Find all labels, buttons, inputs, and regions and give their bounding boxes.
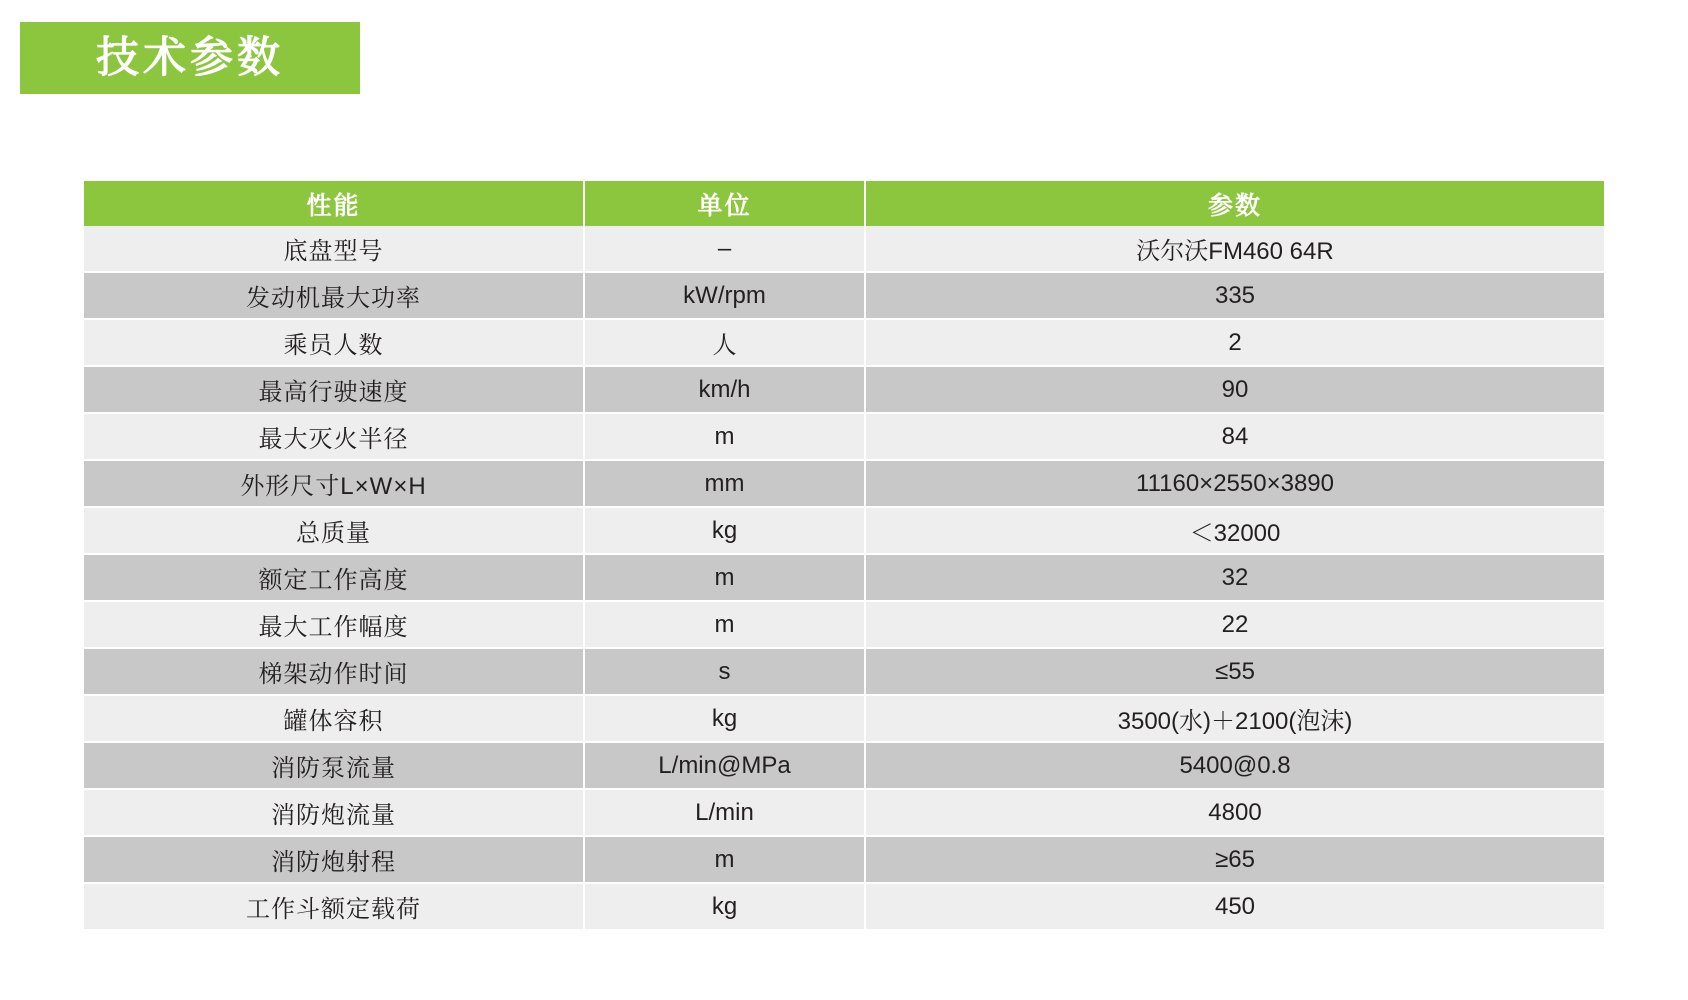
cell-performance: 最大工作幅度 [84, 601, 584, 648]
cell-performance: 罐体容积 [84, 695, 584, 742]
column-header-unit: 单位 [584, 181, 865, 226]
table-header-row [84, 181, 1604, 226]
cell-unit: 人 [584, 319, 865, 366]
cell-performance: 工作斗额定载荷 [84, 883, 584, 930]
cell-parameter: 335 [865, 272, 1604, 319]
cell-unit: kW/rpm [584, 272, 865, 319]
cell-performance: 外形尺寸L×W×H [84, 460, 584, 507]
cell-parameter: 3500(水)＋2100(泡沫) [865, 695, 1604, 742]
cell-unit: mm [584, 460, 865, 507]
cell-parameter: 4800 [865, 789, 1604, 836]
cell-parameter: ≥65 [865, 836, 1604, 883]
cell-parameter: 90 [865, 366, 1604, 413]
cell-performance: 底盘型号 [84, 226, 584, 272]
cell-unit: kg [584, 507, 865, 554]
cell-unit: kg [584, 695, 865, 742]
table-row [84, 695, 1604, 742]
table-row [84, 742, 1604, 789]
table-row [84, 601, 1604, 648]
column-header-performance: 性能 [84, 181, 584, 226]
cell-unit: m [584, 601, 865, 648]
table-row [84, 319, 1604, 366]
table-row [84, 789, 1604, 836]
page-title: 技术参数 [96, 33, 284, 82]
table-row [84, 366, 1604, 413]
table-row [84, 554, 1604, 601]
table-body [84, 226, 1604, 930]
cell-parameter: 450 [865, 883, 1604, 930]
cell-performance: 消防炮流量 [84, 789, 584, 836]
cell-unit: m [584, 413, 865, 460]
cell-parameter: ＜32000 [865, 507, 1604, 554]
cell-unit: L/min@MPa [584, 742, 865, 789]
cell-unit: – [584, 226, 865, 272]
cell-unit: km/h [584, 366, 865, 413]
cell-parameter: 沃尔沃FM460 64R [865, 226, 1604, 272]
cell-unit: kg [584, 883, 865, 930]
cell-parameter: ≤55 [865, 648, 1604, 695]
table-row [84, 226, 1604, 272]
table-row [84, 413, 1604, 460]
technical-parameters-table [84, 181, 1604, 931]
table-header [84, 181, 1604, 226]
cell-performance: 乘员人数 [84, 319, 584, 366]
cell-performance: 梯架动作时间 [84, 648, 584, 695]
cell-parameter: 2 [865, 319, 1604, 366]
cell-parameter: 22 [865, 601, 1604, 648]
cell-performance: 消防泵流量 [84, 742, 584, 789]
cell-performance: 发动机最大功率 [84, 272, 584, 319]
cell-parameter: 84 [865, 413, 1604, 460]
cell-unit: s [584, 648, 865, 695]
cell-performance: 额定工作高度 [84, 554, 584, 601]
cell-unit: m [584, 836, 865, 883]
column-header-parameter: 参数 [865, 181, 1604, 226]
table-row [84, 272, 1604, 319]
cell-parameter: 32 [865, 554, 1604, 601]
cell-performance: 总质量 [84, 507, 584, 554]
table-row [84, 648, 1604, 695]
cell-unit: L/min [584, 789, 865, 836]
cell-parameter: 5400@0.8 [865, 742, 1604, 789]
table-row [84, 460, 1604, 507]
cell-unit: m [584, 554, 865, 601]
section-title-banner [20, 22, 360, 94]
table-row [84, 883, 1604, 930]
table-row [84, 836, 1604, 883]
cell-parameter: 11160×2550×3890 [865, 460, 1604, 507]
table-row [84, 507, 1604, 554]
cell-performance: 最高行驶速度 [84, 366, 584, 413]
cell-performance: 消防炮射程 [84, 836, 584, 883]
cell-performance: 最大灭火半径 [84, 413, 584, 460]
